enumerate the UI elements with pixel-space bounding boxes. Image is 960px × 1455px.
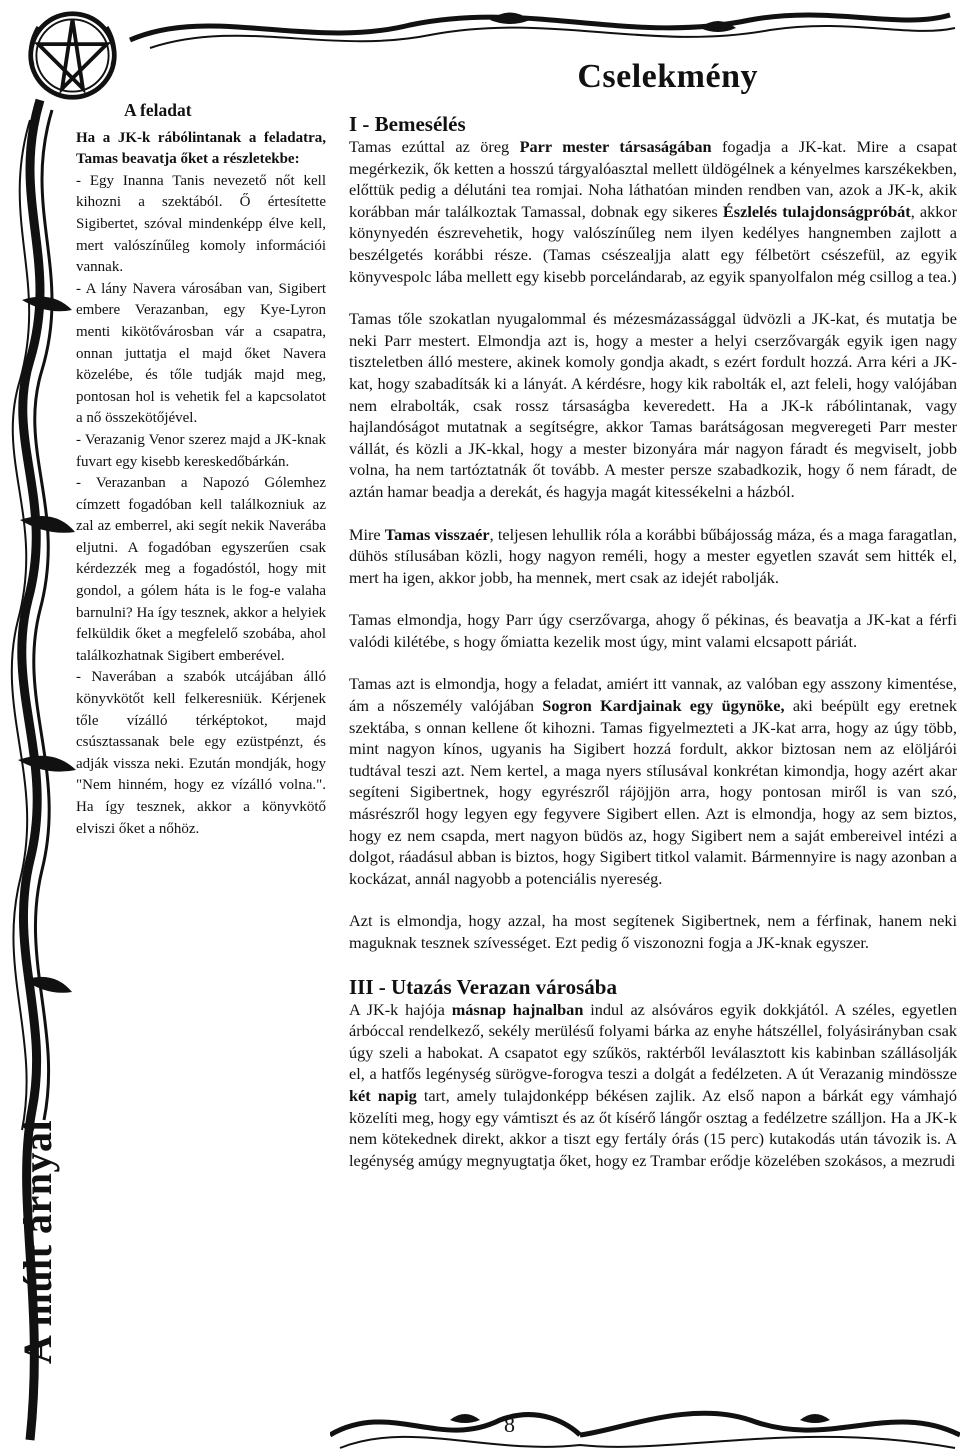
top-scroll-ornament: [110, 0, 960, 60]
task-sidebar: [76, 100, 326, 840]
paragraph: Azt is elmondja, hogy azzal, ha most segítenek Sigibertnek, nem a férfinak, hanem neki maguknak tesznek szívességet. Ezt pedig ő viszonozni fogja a JK-knak egyszer.: [349, 911, 957, 952]
sidebar-item: - Egy Inanna Tanis nevezető nőt kell kihozni a szektából. Ő értesítette Sigibertet, szóval mindenképp élve kell, mert valószínűleg komoly információi vannak.: [76, 172, 326, 276]
chapter-title: Cselekmény: [577, 58, 758, 95]
sidebar-item: - A lány Navera városában van, Sigibert embere Verazanban, egy Kye-Lyron menti kikötővárosban vár a csapatra, onnan juttatja el majd őket Navera közelébe, és tőle tudják majd meg, pontosan hol is vehetik fel a kapcsolatot a nő összekötőjével.: [76, 280, 326, 427]
main-text-column: [349, 112, 957, 1171]
section-heading: I - Bemesélés: [349, 112, 466, 136]
sidebar-heading: A feladat: [124, 100, 192, 120]
vertical-book-title: A múlt árnyai: [15, 1119, 60, 1365]
sidebar-item: - Verazanig Venor szerez majd a JK-knak fuvart egy kisebb kereskedőbárkán.: [76, 431, 326, 470]
section-heading: III - Utazás Verazan városába: [349, 974, 617, 999]
sidebar-item: - Naverában a szabók utcájában álló könyvkötőt kell felkeresniük. Kérjenek tőle vízálló térképtokot, majd csúsztassanak bele egy ezüstpénzt, és adják vissza neki. Ezután mondják, hogy "Nem hinném, hogy ez vízálló volna.". Ha így tesznek, akkor a könyvkötő elviszi őket a nőhöz.: [76, 669, 326, 837]
paragraph: Mire Tamas visszaér, teljesen lehullik róla a korábbi bűbájosság máza, és a maga faragatlan, dühös stílusában közli, hogy nagyon reméli, hogy a mester egyetlen szavát sem hitték el, mert ha igen, akkor jobb, ha mennek, mert csak az idejét rabolják.: [349, 524, 957, 587]
paragraph: Tamas tőle szokatlan nyugalommal és mézesmázassággal üdvözli a JK-kat, és mutatja be neki Parr mestert. Elmondja azt is, hogy a mester a helyi cserzővargák egyik igen nagy tiszteletben álló mestere, akinek komoly gondja akadt, s ezért fordult hozzá. Arra kéri a JK-kat, hogy szabadítsák ki a lányát. A kérdésre, hogy kik rabolták el, azt feleli, hogy valójában nem elrabolták, csak rossz társaságba keveredett. Ha a JK-k rábólintanak, vagy hajlandóságot mutatnak a segítségre, akkor Tamas barátságosan megveregeti Parr mester vállát, és közli a JK-kkal, hogy a mester bizonyára már nagyon fáradt és megviselt, jobb volna, ha nem tartóztatnák őt tovább. A mester persze szabadkozik, hogy ő nem fáradt, de aztán hamar beadja a derekát, és hagyja magát kitessékelni a házból.: [349, 309, 957, 501]
paragraph: Tamas ezúttal az öreg Parr mester társaságában fogadja a JK-kat. Mire a csapat megérkezik, ők ketten a hosszú tárgyalóasztal mellett üldögélnek a kényelmes karszékekben, előttük pedig a délutáni tea romjai. Noha láthatóan minden rendben van, azok a JK-k, akik korábban már találkoztak Tamassal, dobnak egy sikeres Észlelés tulajdonságpróbát, akkor könynyedén észrevehetik, hogy valószínűleg nem ilyen kedélyes hangnemben zajlott a beszélgetés korábbi része. (Tamas csészealjja alatt egy félbetört csészefül, az egyik könyvespolc lába mellett egy kisebb porcelándarab, az egyik spanyolfalon még csillog a tea.): [349, 137, 957, 286]
page-number: 8: [504, 1412, 515, 1437]
bottom-scroll-ornament: [330, 1380, 960, 1455]
pentagram-emblem-icon: [25, 8, 120, 103]
sidebar-item: - Verazanban a Napozó Gólemhez címzett fogadóban kell találkozniuk az zal az emberrel, aki segít nekik Naverába eljutni. A fogadóban egyszerűen csak kérdezzék meg a fogadóstól, hogy mit gondol, a gólem háta is le fog-e valaha barnulni? Ha így tesznek, akkor a helyiek felküldik őket a megfelelő szobába, ahol találkozhatnak Sigibert emberével.: [76, 475, 326, 664]
paragraph: A JK-k hajója másnap hajnalban indul az alsóváros egyik dokkjától. A széles, egyetlen árbóccal rendelkező, sekély merülésű folyami bárka az enyhe hátszéllel, folyásirányban csak úgy szeli a habokat. A csapatot egy szűkös, raktérből leválasztott kis kabinban szállásolják el, a hatfős legénység sürögve-forogva teszi a dolgát a fedélzeten. A út Verazanig mindössze két napig tart, amely tulajdonképp békésen zajlik. Az első napon a bárkát egy vámhajó közelíti meg, hogy egy vámtiszt és az őt kísérő lángőr osztag a fedélzetre szálljon. Ha a JK-k nem kötekednek direkt, akkor a tiszt egy fertály órás (15 perc) kutakodás után távozik is. A legénység amúgy megnyugtatja őket, hogy ez Trambar erődje közelében szokásos, a mezrudi: [349, 999, 957, 1170]
paragraph: Tamas azt is elmondja, hogy a feladat, amiért itt vannak, az valóban egy asszony kimentése, ám a nőszemély valójában Sogron Kardjainak egy ügynöke, aki beépült egy eretnek szektába, s onnan kellene őt kihozni. Tamas figyelmezteti a JK-kat arra, hogy az úgy több, mint nagyon kínos, ugyanis ha Sigibert hozzá fordult, akkor biztosan nem az elöljárói tudtával teszi azt. Nem kertel, a maga nyers stílusával konkrétan kimondja, hogy azért akar segíteni Sigibertnek, hogy egyrészről rájöjjön arra, hogy pontosan miről is van szó, másrészről hogy legyen egy fegyvere Sigibert ellen. Azt is elmondja, hogy az sem biztos, hogy ez nem csapda, mert nagyon büdös az, hogy Sigibert nem a saját embereivel intézi a dolgot, ráadásul abban is biztos, hogy Sigibert titkol valamit. Bármennyire is nagy azonban a kockázat, annál nagyobb a potenciális nyereség.: [349, 674, 957, 888]
sidebar-intro: Ha a JK-k rábólintanak a feladatra, Tamas beavatja őket a részletekbe:: [76, 129, 326, 168]
paragraph: Tamas elmondja, hogy Parr úgy cserzővarga, ahogy ő pékinas, és beavatja a JK-kat a férfi valódi kilétébe, s hogy őmiatta kezelik most úgy, mint valami elcsapott páriát.: [349, 610, 957, 651]
